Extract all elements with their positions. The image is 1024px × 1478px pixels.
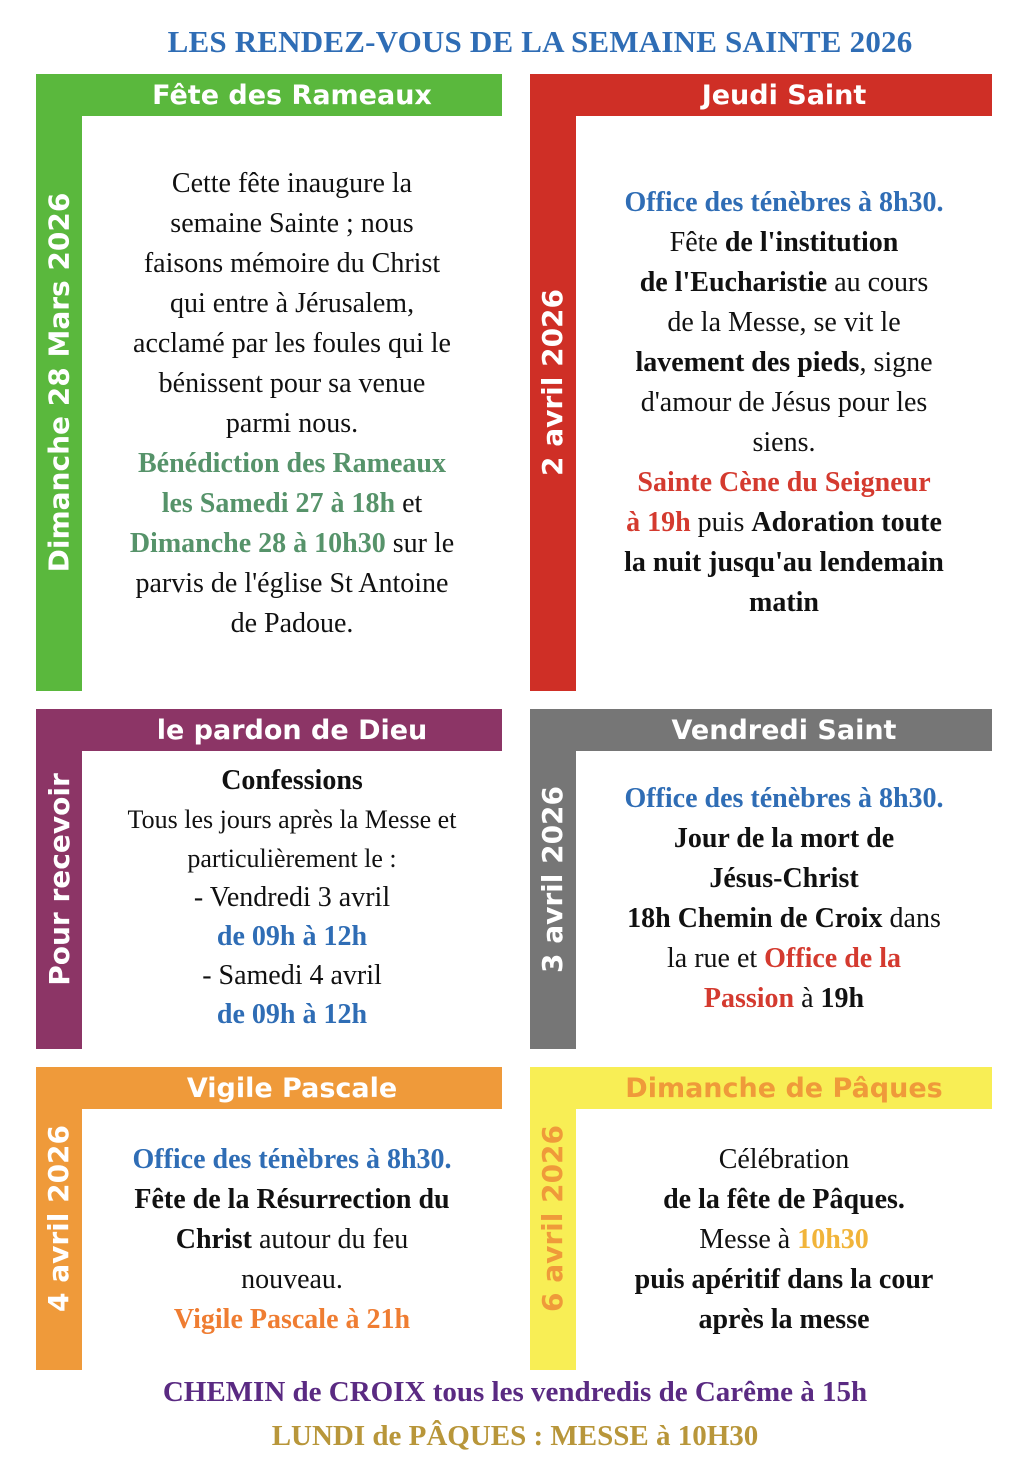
card-rameaux [36, 74, 502, 691]
text-line: Sainte Cène du Seigneur [637, 467, 931, 498]
footer-chemin-de-croix: CHEMIN de CROIX tous les vendredis de Carême à 15h [162, 1376, 868, 1408]
text-line: à 19h puis Adoration toute [626, 507, 942, 538]
text-line: d'amour de Jésus pour les [640, 387, 928, 418]
card-jeudi-header: Jeudi Saint [576, 74, 992, 116]
text-line: Messe à 10h30 [699, 1224, 869, 1255]
card-jeudi-body [576, 183, 992, 623]
card-vendredi [530, 709, 992, 1049]
card-jeudi [530, 74, 992, 691]
text-line: Passion à 19h [703, 983, 865, 1014]
card-paques-side [530, 1067, 576, 1370]
text-line: Cette fête inaugure la [171, 168, 413, 199]
card-vigile-side [36, 1067, 82, 1370]
card-pardon-header: le pardon de Dieu [82, 709, 502, 751]
text-line: Tous les jours après la Messe et [127, 805, 457, 834]
card-vigile-header: Vigile Pascale [82, 1067, 502, 1109]
text-line: les Samedi 27 à 18h et [161, 488, 423, 519]
text-line: lavement des pieds, signe [635, 347, 933, 378]
card-rameaux-date: Dimanche 28 Mars 2026 [42, 192, 76, 573]
text-line: Fête de la Résurrection du [134, 1184, 450, 1215]
card-pardon-label: Pour recevoir [42, 772, 76, 986]
card-rameaux-header: Fête des Rameaux [82, 74, 502, 116]
card-jeudi-date: 2 avril 2026 [536, 288, 570, 477]
text-line: particulièrement le : [187, 844, 397, 873]
text-line: Dimanche 28 à 10h30 sur le [129, 528, 455, 559]
text-line: de la fête de Pâques. [663, 1184, 905, 1215]
text-line: Office des ténèbres à 8h30. [624, 783, 944, 814]
text-line: qui entre à Jérusalem, [169, 288, 415, 319]
text-line: faisons mémoire du Christ [143, 248, 441, 279]
card-rameaux-body [82, 164, 502, 644]
card-paques-date: 6 avril 2026 [536, 1124, 570, 1313]
page-title: LES RENDEZ-VOUS DE LA SEMAINE SAINTE 2026 [167, 24, 913, 59]
text-line: de Padoue. [230, 608, 354, 639]
card-vigile-date: 4 avril 2026 [42, 1124, 76, 1313]
text-line: Bénédiction des Rameaux [138, 448, 446, 479]
footer-lundi-paques: LUNDI de PÂQUES : MESSE à 10H30 [271, 1420, 759, 1452]
text-line: parvis de l'église St Antoine [135, 568, 449, 599]
card-vendredi-date: 3 avril 2026 [536, 785, 570, 973]
card-vendredi-header: Vendredi Saint [576, 709, 992, 751]
text-line: nouveau. [241, 1264, 343, 1295]
text-line: bénissent pour sa venue [158, 368, 426, 399]
text-line: Jour de la mort de [673, 823, 895, 854]
text-line: Fête de l'institution [669, 227, 899, 258]
card-pardon [36, 709, 502, 1049]
card-pardon-side [36, 709, 82, 1049]
text-line: siens. [752, 427, 816, 458]
card-vendredi-body [576, 779, 992, 1019]
text-line: semaine Sainte ; nous [170, 208, 414, 239]
text-line: 18h Chemin de Croix dans [627, 903, 941, 934]
text-line: matin [749, 587, 819, 618]
text-line: Office des ténèbres à 8h30. [132, 1144, 452, 1175]
text-line: de 09h à 12h [216, 921, 368, 952]
text-line: la nuit jusqu'au lendemain [624, 547, 944, 578]
card-jeudi-side [530, 74, 576, 691]
card-vendredi-side [530, 709, 576, 1049]
card-paques [530, 1067, 992, 1370]
card-paques-body [576, 1140, 992, 1340]
text-line: parmi nous. [225, 408, 359, 439]
text-line: puis apéritif dans la cour [634, 1264, 934, 1295]
text-line: Vigile Pascale à 21h [173, 1304, 411, 1335]
text-line: Jésus-Christ [709, 863, 859, 894]
text-line: la rue et Office de la [666, 943, 901, 974]
text-line: de la Messe, se vit le [667, 307, 901, 338]
text-line: Office des ténèbres à 8h30. [624, 187, 944, 218]
card-pardon-body [82, 761, 502, 1034]
text-line: Christ autour du feu [175, 1224, 409, 1255]
text-line: Confessions [221, 765, 363, 796]
text-line: après la messe [698, 1304, 870, 1335]
card-vigile-body [82, 1140, 502, 1340]
text-line: Célébration [718, 1144, 850, 1175]
text-line: acclamé par les foules qui le [133, 328, 451, 359]
card-vigile [36, 1067, 502, 1370]
text-line: - Samedi 4 avril [202, 960, 382, 991]
card-paques-header: Dimanche de Pâques [576, 1067, 992, 1109]
text-line: de l'Eucharistie au cours [639, 267, 929, 298]
text-line: de 09h à 12h [216, 999, 368, 1030]
text-line: - Vendredi 3 avril [193, 882, 391, 913]
card-rameaux-side [36, 74, 82, 691]
